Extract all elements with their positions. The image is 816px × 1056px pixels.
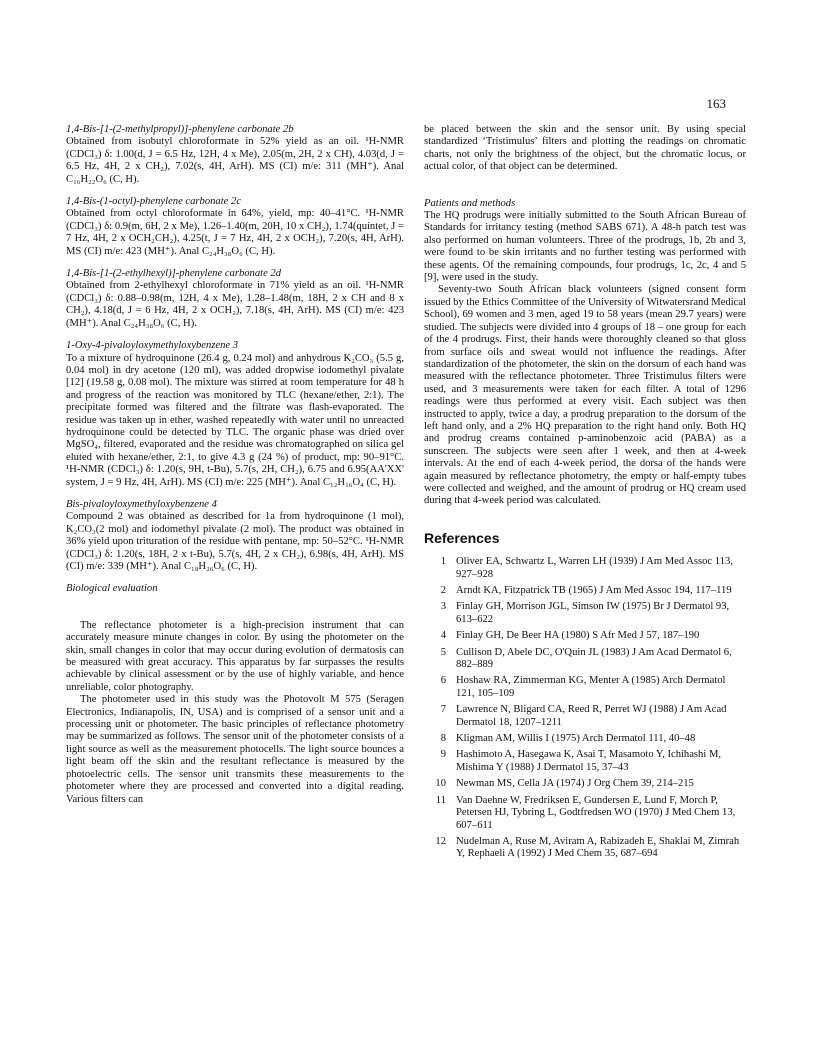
patients-methods-heading: Patients and methods [424,197,516,209]
section-2c [66,196,404,258]
reference-text: Hoshaw RA, Zimmerman KG, Menter A (1985) Arch Dermatol 121, 105–109 [456,675,726,699]
section-body: Obtained from 2-ethylhexyl chloroformate in 71% yield as an oil. ¹H-NMR (CDCl₃) δ: 0.88–0.98(m, 12H, 4 x Me), 1.28–1.48(m, 18H, 2 x CH and 8 x CH₂), 4.18(d, J = 6 Hz, 4H, 2 x OCH₂), 7.18(s, 4H, ArH). MS (CI) m/e: 423 (MH⁺). Anal C₂₄H₃₈O₆ (C, H). [66,280,404,329]
reference-number: 1 [440,556,446,568]
section-3 [66,340,404,489]
reference-text: Van Daehne W, Fredriksen E, Gundersen E, Lund F, Morch P, Petersen HJ, Tybring L, Godtfredsen WO (1970) J Med Chem 13, 607–611 [456,794,736,831]
patients-paragraph: The HQ prodrugs were initially submitted to the South African Bureau of Standards for irritancy testing (method SABS 671). A 48-h patch test was also performed on human volunteers. Three of the prodrugs, 1b, 2b and 3, were found to be skin irritants and no further testing was performed with these agents. Of the remaining compounds, four prodrugs, 1c, 2c, 4 and 5 [9], were used in the study. [424,210,746,284]
reference-item [424,630,746,642]
reference-number: 4 [440,630,446,642]
reference-text: Oliver EA, Schwartz L, Warren LH (1939) J Am Med Assoc 113, 927–928 [456,556,733,580]
reference-item [424,675,746,700]
section-2d [66,268,404,330]
reference-number: 8 [440,733,446,745]
continuation-block [424,124,746,174]
biological-evaluation-heading: Biological evaluation [66,583,158,595]
reference-item [424,556,746,581]
reference-item [424,647,746,672]
reference-item [424,733,746,745]
reference-item [424,704,746,729]
reference-item [424,836,746,861]
reference-text: Finlay GH, Morrison JGL, Simson IW (1975) Br J Dermatol 93, 613–622 [456,601,730,625]
patients-paragraph: Seventy-two South African black volunteers (signed consent form issued by the Ethics Committee of the University of Witwatersrand Medical School), 69 women and 3 men, aged 19 to 58 years (mean 29.7 years) were studied. The subjects were divided into 4 groups of 18 – one group for each of the 4 prodrugs. First, their hands were thoroughly cleaned so that gloss from surface oils and sweat would not influence the readings. After standardization of the photometer, the skin on the dorsum of each hand was measured with the reflectance photometer. Three Tristimulus filters were used, and 3 measurements were taken for each filter. A total of 1296 readings were thus performed at every visit. Each subject was then instructed to apply, twice a day, a prodrug preparation to the dorsum of the left hand only, and a 2% HQ preparation to the right hand only. Both HQ and prodrug creams contained p-aminobenzoic acid (PABA) as a sunscreen. The subjects were seen after 1 week, and then at 4-week intervals. At the end of each 4-week period, the dorsa of the hands were again measured by reflectance photometry, the empty or half-empty tubes were collected and weighed, and the amount of prodrug or HQ cream used during that 4-week period was calculated. [424,284,746,507]
section-body: To a mixture of hydroquinone (26.4 g, 0.24 mol) and anhydrous K₂CO₃ (5.5 g, 0.04 mol) in dry acetone (120 ml), was added dropwise iodomethyl pivalate [12] (19.58 g, 0.08 mol). The mixture was stirred at room temperature for 48 h and progress of the reaction was monitored by TLC (hexane/ether, 2:1). The precipitate formed was filtered and the filtrate was flash-evaporated. The residue was taken up in ether, washed repeatedly with water until no unreacted hydroquinone could be detected by TLC. The organic phase was dried over MgSO₄, filtered, evaporated and the residue was chromatographed on silica gel eluted with hexane/ether, 2:1, to give 4.3 g (24 %) of product, mp: 90–91°C. ¹H-NMR (CDCl₃) δ: 1.20(s, 9H, t-Bu), 5.7(s, 2H, CH₂), 6.75 and 6.95(AA'XX' system, J = 9 Hz, 4H, ArH). MS (CI) m/e: 225 (MH⁺). Anal C₁₂H₁₆O₄ (C, H). [66,352,404,488]
spacer [66,596,404,620]
reference-text: Lawrence N, Bligard CA, Reed R, Perret WJ (1988) J Am Acad Dermatol 18, 1207–1211 [456,704,727,728]
reference-text: Arndt KA, Fitzpatrick TB (1965) J Am Med Assoc 194, 117–119 [456,585,732,596]
continuation-paragraph: be placed between the skin and the sensor unit. By using special standardized ‘Tristimulus’ filters and plotting the readings on chromatic charts, not only the brightness of the object, but the chromatic locus, or actual color, of that object can be determined. [424,124,746,173]
reference-number: 10 [435,778,446,790]
reference-text: Cullison D, Abele DC, O'Quin JL (1983) J Am Acad Dermatol 6, 882–889 [456,646,732,671]
section-2b [66,124,404,186]
reference-number: 7 [440,704,446,716]
reference-text: Kligman AM, Willis I (1975) Arch Dermatol 111, 40–48 [456,733,696,745]
section-body: Obtained from octyl chloroformate in 64%, yield, mp: 40–41°C. ¹H-NMR (CDCl₃) δ: 0.9(m, 6H, 2 x Me), 1.26–1.40(m, 20H, 10 x CH₂), 1.74(quintet, J = 7 Hz, 4H, 2 x OCH₂CH₂), 4.25(t, J = 7 Hz, 4H, 2 x OCH₂), 7.20(s, 4H, ArH). MS (CI) m/e: 423 (MH⁺). Anal C₂₄H₃₈O₆ (C, H). [66,208,404,257]
section-heading: 1,4-Bis-(1-octyl)-phenylene carbonate 2c [66,196,242,208]
section-4 [66,499,404,573]
section-heading: 1,4-Bis-[1-(2-ethylhexyl)]-phenylene carbonate 2d [66,268,282,280]
reference-item [424,585,746,597]
left-column [66,124,404,806]
bio-paragraph: The reflectance photometer is a high-precision instrument that can accurately measure minute changes in color. By using the photometer on the skin, small changes in color that may occur during evolution of dermatosis can be measured with great accuracy. This apparatus by far surpasses the results achievable by clinical assessment or by the use of highly variable, and hence unreliable, color photography. [66,619,404,693]
page-number: 163 [706,96,726,111]
section-body: Compound 2 was obtained as described for 1a from hydroquinone (1 mol), K₂CO₃(2 mol) and iodomethyl pivalate (2 mol). The product was obtained in 36% yield upon trituration of the residue with pentane, mp: 50–52°C. ¹H-NMR (CDCl₃) δ: 1.20(s, 18H, 2 x t-Bu), 5.7(s, 4H, 2 x CH₂), 6.98(s, 4H, ArH). MS (CI) m/e: 339 (MH⁺). Anal C₁₈H₂₆O₆ (C, H). [66,511,404,572]
reference-item [424,795,746,832]
section-body: Obtained from isobutyl chloroformate in 52% yield as an oil. ¹H-NMR (CDCl₃) δ: 1.00(d, J = 6.5 Hz, 12H, 4 x Me), 2.05(m, 2H, 2 x CH), 4.03(d, J = 6.5 Hz, 4H, 2 x CH₂), 7.02(s, 4H, ArH). MS (CI) m/e: 311 (MH⁺). Anal C₁₆H₂₂O₆ (C, H). [66,136,404,185]
spacer [424,508,746,532]
reference-number: 11 [435,794,446,806]
references-title: References [424,529,500,546]
spacer [424,184,746,198]
reference-item [424,749,746,774]
section-heading: 1-Oxy-4-pivaloyloxymethyloxybenzene 3 [66,340,239,352]
section-heading: 1,4-Bis-[1-(2-methylpropyl)]-phenylene carbonate 2b [66,124,294,135]
section-heading: Bis-pivaloyloxymethyloxybenzene 4 [66,498,217,510]
reference-item [424,778,746,790]
reference-text: Finlay GH, De Beer HA (1980) S Afr Med J 57, 187–190 [456,630,700,642]
reference-number: 2 [440,585,446,596]
reference-number: 12 [435,835,446,847]
reference-text: Newman MS, Cella JA (1974) J Org Chem 39, 214–215 [456,778,694,790]
right-column [424,124,746,865]
reference-number: 9 [440,749,446,761]
reference-number: 3 [440,601,446,613]
reference-list [424,556,746,861]
reference-number: 6 [440,675,446,687]
reference-item [424,601,746,626]
reference-text: Nudelman A, Ruse M, Aviram A, Rabizadeh E, Shaklai M, Zimrah Y, Rephaeli A (1992) J Med Chem 35, 687–694 [456,835,740,860]
reference-number: 5 [440,646,446,658]
reference-text: Hashimoto A, Hasegawa K, Asai T, Masamoto Y, Ichihashi M, Mishima Y (1988) J Dermatol 15, 37–43 [456,749,722,773]
bio-paragraph: The photometer used in this study was the Photovolt M 575 (Seragen Electronics, Indianapolis, IN, USA) and is comprised of a sensor unit and a processing unit or photometer. The basic principles of reflectance photometry may be summarized as follows. The sensor unit of the photometer consists of a light source as well as the measurement photocells. The light source bounces a light beam off the skin and the resultant reflectance is measured by the photoelectric cells. The sensor unit transmits these measurements to the photometer where they are processed and converted into a digital reading. Various filters can [66,694,404,805]
